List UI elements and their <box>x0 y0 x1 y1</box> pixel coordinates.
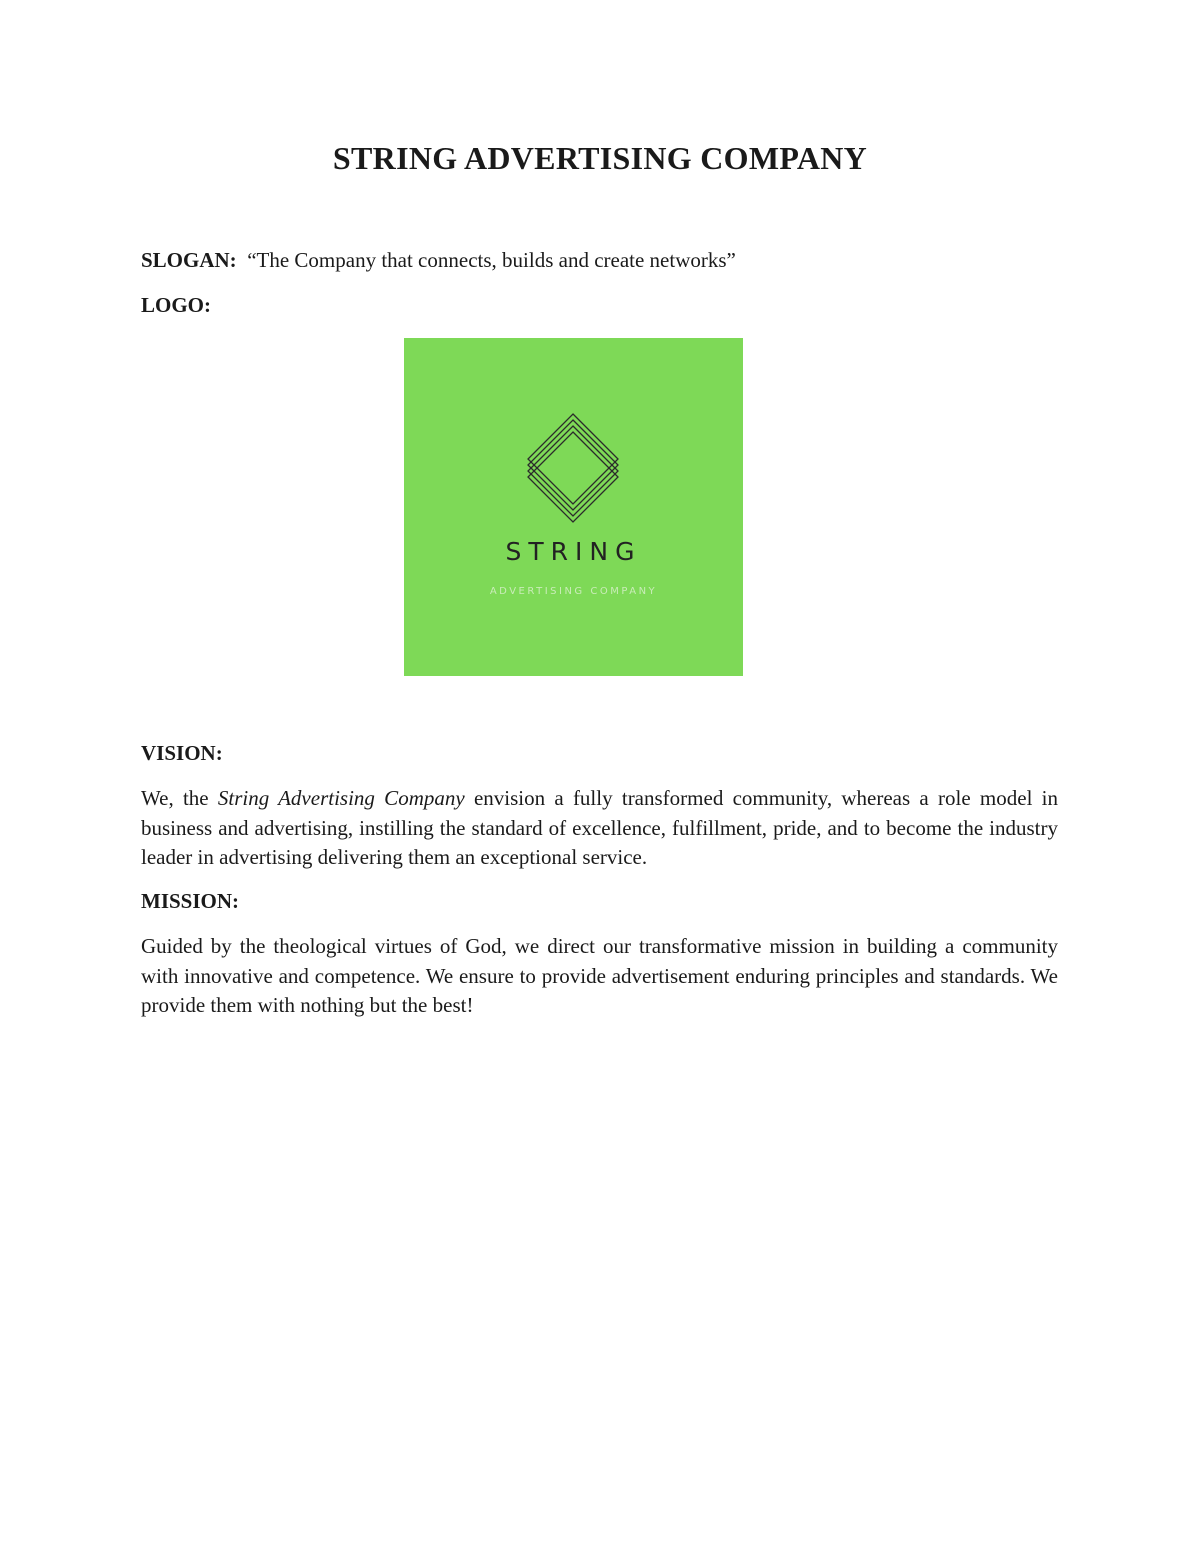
slogan-label: SLOGAN: <box>141 248 237 272</box>
slogan-text: “The Company that connects, builds and create networks” <box>247 248 736 272</box>
company-logo <box>404 338 743 676</box>
vision-paragraph <box>141 784 1058 873</box>
vision-company-name: String Advertising Company <box>217 786 465 810</box>
stacked-diamonds-icon <box>404 338 743 676</box>
mission-paragraph: Guided by the theological virtues of God, we direct our transformative mission in building a community with innovative and competence. We ensure to provide advertisement enduring principles and standards. We provide them with nothing but the best! <box>141 934 1058 1017</box>
mission-label: MISSION: <box>141 889 240 913</box>
logo-subtitle: ADVERTISING COMPANY <box>489 586 658 597</box>
vision-label: VISION: <box>141 741 223 765</box>
vision-prefix: We, the <box>141 786 218 810</box>
document-title: STRING ADVERTISING COMPANY <box>332 140 868 176</box>
logo-label: LOGO: <box>141 293 212 317</box>
slogan-line <box>141 245 736 275</box>
vision-body: envision a fully transformed community, whereas a role model in business and advertising, instilling the standard of excellence, fulfillment, pride, and to become the industry leader in advertising delivering them an exceptional service. <box>141 786 1058 869</box>
logo-wordmark: STRING <box>505 537 642 566</box>
